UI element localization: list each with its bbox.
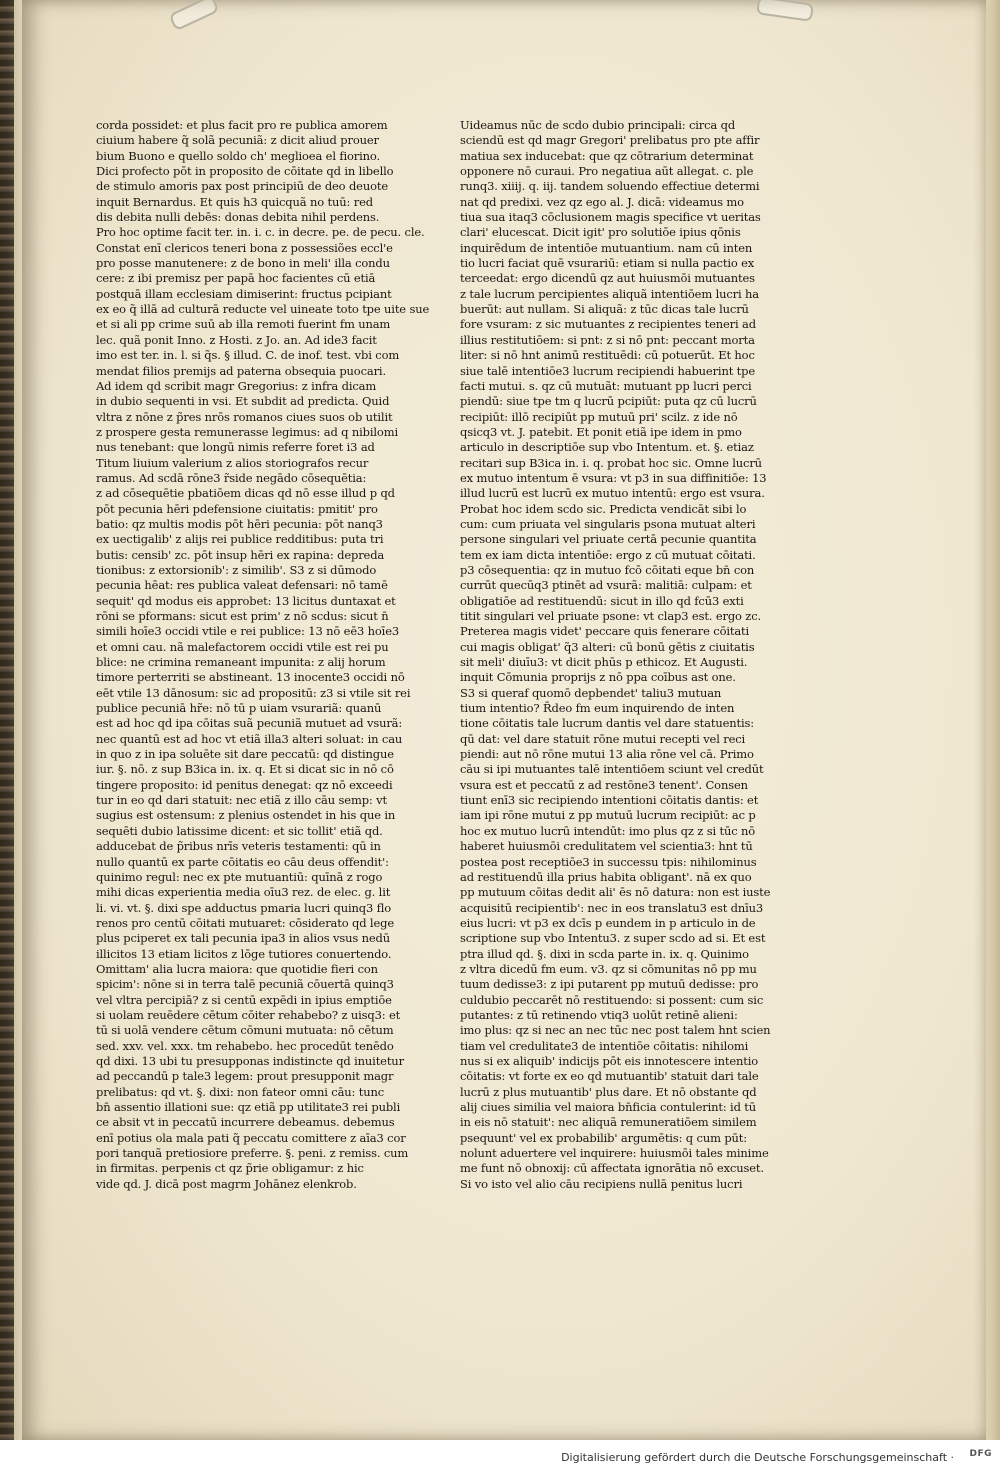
text-line: tiam vel credulitate3 de intentiōe cōitatis: nihilomi bbox=[460, 1038, 749, 1053]
text-line: tuum dedisse3: z ipi putarent pp mutuū dedisse: pro bbox=[460, 977, 759, 992]
text-line: z ad cōsequētie pbatiōem dicas qd nō esse illud p qd bbox=[96, 486, 395, 501]
text-line: siue talē intentiōe3 lucrum recipiendi habuerint tpe bbox=[460, 363, 756, 378]
text-line: ex uectigalib' z alijs rei publice redditibus: puta tri bbox=[96, 532, 384, 547]
text-line: in dubio sequenti in vsi. Et subdit ad predicta. Quid bbox=[96, 394, 390, 409]
text-line: Probat hoc idem scdo sic. Predicta vendicāt sibi lo bbox=[460, 501, 747, 516]
text-line: cum: cum priuata vel singularis psona mutuat alteri bbox=[460, 516, 756, 531]
text-line: ad restituendū illa prius habita obligant'. nā ex quo bbox=[460, 869, 752, 884]
text-line: iur. §. nō. z sup B3ica in. ix. q. Et si dicat sic in nō cō bbox=[96, 762, 394, 777]
text-line: quinimo regul: nec ex pte mutuantiū: quīnā z rogo bbox=[96, 869, 383, 884]
text-line: butis: censib' zc. pōt insup hēri ex rapina: depreda bbox=[96, 547, 385, 562]
text-line: tur in eo qd dari statuit: nec etiã z illo cāu semp: vt bbox=[96, 793, 387, 808]
text-line: hoc ex mutuo lucrū intendūt: imo plus qz z si tūc nō bbox=[460, 823, 756, 838]
text-line: Preterea magis videt' peccare quis fenerare cōitati bbox=[460, 624, 750, 639]
text-line: plus pciperet ex tali pecunia ipa3 in alios vsus nedū bbox=[96, 931, 390, 946]
text-line: acquisitū recipientib': nec in eos translatu3 est dnīu3 bbox=[460, 900, 764, 915]
text-line: alij ciues similia vel maiora bn̄ficia contulerint: id tū bbox=[460, 1100, 757, 1114]
footer-bar bbox=[0, 1440, 1000, 1471]
text-line: inquirēdum de intentiōe mutuantium. nam cū inten bbox=[460, 240, 753, 255]
text-line: nec quantū est ad hoc vt etiã illa3 alteri soluat: in cau bbox=[96, 731, 403, 746]
text-line: in quo z in ipa soluēte sit dare peccatū: qd distingue bbox=[96, 747, 394, 762]
text-line: illius restitutiōem: si pnt: z si nō pnt: peccant morta bbox=[460, 332, 755, 347]
text-line: spicim': nōne si in terra talē pecuniã cōuertā quinq3 bbox=[96, 977, 394, 992]
text-line: piendū: siue tpe tm q lucrū pcipiūt: puta qz cū lucrū bbox=[460, 394, 757, 409]
facing-page-edge bbox=[0, 0, 14, 1440]
text-line: sit meli' diuīu3: vt dicit phūs p ethicoz. Et Augusti. bbox=[460, 655, 748, 670]
text-line: Pro hoc optime facit ter. in. i. c. in decre. pe. de pecu. cle. bbox=[96, 225, 425, 240]
text-line: facti mutui. s. qz cū mutuãt: mutuant pp lucri perci bbox=[460, 378, 752, 393]
text-line: vltra z nōne z p̃res nrōs romanos ciues suos ob utilit bbox=[96, 409, 393, 424]
text-line: cōitatis: vt forte ex eo qd mutuantib' statuit dari tale bbox=[460, 1069, 759, 1084]
text-line: mihi dicas experientia media oīu3 rez. de elec. g. lit bbox=[96, 885, 391, 900]
text-line: Omittam' alia lucra maiora: que quotidie fieri con bbox=[96, 961, 378, 976]
text-line: imo plus: qz si nec an nec tūc nec post talem hnt scien bbox=[460, 1023, 771, 1038]
text-line: sed. xxv. vel. xxx. tm rehabebo. hec procedūt tenēdo bbox=[96, 1038, 394, 1053]
text-line: renos pro centū cōitati mutuaret: cōsiderato qd lege bbox=[96, 915, 394, 930]
text-line: si uolam reuēdere cētum cōiter rehabebo? z uisq3: et bbox=[96, 1007, 401, 1022]
text-line: eius lucri: vt p3 ex dcīs p eundem in p articulo in de bbox=[460, 915, 756, 930]
text-line: ptra illud qd. §. dixi in scda parte in. ix. q. Quinimo bbox=[460, 946, 749, 961]
text-line: z vltra dicedū fm eum. v3. qz si cōmunitas nō pp mu bbox=[460, 961, 757, 976]
text-line: corda possidet: et plus facit pro re publica amorem bbox=[96, 118, 388, 132]
text-line: timore perterriti se abstineant. 13 inocente3 occidi nō bbox=[96, 670, 405, 685]
text-line: qsicq3 vt. J. patebit. Et ponit etiã ipe idem in pmo bbox=[460, 424, 742, 439]
text-line: illicitos 13 etiam licitos z lōge tutiores conuertendo. bbox=[96, 946, 392, 961]
text-line: obligatiōe ad restituendū: sicut in illo qd fcū3 exti bbox=[460, 593, 744, 608]
text-line: Ad idem qd scribit magr Gregorius: z infra dicam bbox=[96, 378, 377, 393]
text-line: pecunia hēat: res publica valeat defensari: nō tamē bbox=[96, 578, 388, 593]
text-line: tio lucri faciat quē vsurariū: etiam si nulla pactio ex bbox=[460, 256, 755, 271]
text-line: tione cōitatis tale lucrum dantis vel dare statuentis: bbox=[460, 716, 754, 731]
paper-clip bbox=[168, 0, 219, 31]
text-line: psequunt' vel ex probabilib' argumētis: q cum pūt: bbox=[460, 1130, 747, 1145]
text-line: articulo in descriptiōe sup vbo Intentum. et. §. etiaz bbox=[460, 440, 754, 455]
text-line: li. vi. vt. §. dixi spe adductus pmaria lucri quinq3 flo bbox=[96, 900, 392, 915]
text-line: adducebat de p̃ribus nrīs veteris testamenti: qū in bbox=[96, 839, 381, 854]
text-line: recitari sup B3ica in. i. q. probat hoc sic. Omne lucrū bbox=[460, 455, 762, 470]
text-line: bium Buono e quello soldo ch' meglioea el fiorino. bbox=[96, 148, 380, 163]
text-line: simili hoīe3 occidi vtile e rei publice: 13 nō eē3 hoīe3 bbox=[96, 624, 400, 639]
text-line: S3 si queraf quomō depbendet' taliu3 mutuan bbox=[460, 685, 722, 700]
text-line: in eis nō statuit': nec aliquã remuneratiōem similem bbox=[460, 1115, 757, 1130]
text-line: iam ipi rōne mutui z pp mutuū lucrum recipiūt: ac p bbox=[460, 808, 756, 823]
text-line: prelibatus: qd vt. §. dixi: non fateor omni cāu: tunc bbox=[96, 1084, 385, 1099]
text-line: bn̄ assentio illationi sue: qz etiã pp utilitate3 rei publi bbox=[96, 1100, 401, 1114]
text-line: tiua sua itaq3 cōclusionem magis specifice vt ueritas bbox=[460, 210, 761, 225]
text-line: scriptione sup vbo Intentu3. z super scdo ad si. Et est bbox=[460, 931, 766, 946]
paper-clip bbox=[756, 0, 814, 22]
text-line: runq3. xiiij. q. iij. tandem soluendo effectiue determi bbox=[460, 179, 760, 194]
text-line: liter: si nō hnt animū restituēdi: cū potuerūt. Et hoc bbox=[460, 348, 755, 363]
text-line: currūt quecūq3 ptinēt ad vsurã: malitiā: culpam: et bbox=[460, 578, 752, 593]
text-line: tionibus: z extorsionib': z similib'. S3 z si dūmodo bbox=[96, 562, 377, 577]
text-line: vsura est et peccatū z ad restōne3 tenent'. Consen bbox=[460, 777, 748, 792]
funding-credit: Digitalisierung gefördert durch die Deutsche Forschungsgemeinschaft · bbox=[561, 1451, 954, 1464]
text-line: pōt pecunia hēri pdefensione ciuitatis: pmitit' pro bbox=[96, 501, 378, 516]
text-line: matiua sex inducebat: que qz cōtrarium determinat bbox=[460, 148, 754, 163]
text-line: lec. quã ponit Inno. z Hosti. z Jo. an. Ad ide3 facit bbox=[96, 332, 377, 347]
text-line: Constat enī clericos teneri bona z possessiões eccl'e bbox=[96, 240, 393, 255]
text-line: eēt vtile 13 dānosum: sic ad propositū: z3 si vtile sit rei bbox=[96, 685, 411, 700]
text-line: terceedat: ergo dicendū qz aut huiusmōi mutuantes bbox=[460, 271, 755, 286]
text-line: sequit' qd modus eis approbet: 13 licitus duntaxat et bbox=[96, 593, 396, 608]
text-line: ce absit vt in peccatū incurrere debeamus. debemus bbox=[96, 1115, 395, 1130]
text-line: nus tenebant: que longū nimis referre foret i3 ad bbox=[96, 440, 375, 455]
right-text-column bbox=[460, 118, 771, 1192]
text-line: Uideamus nūc de scdo dubio principali: circa qd bbox=[460, 118, 736, 132]
text-line: nat qd predixi. vez qz ego al. J. dicā: videamus mo bbox=[460, 194, 744, 209]
text-line: ex mutuo intentum ē vsura: vt p3 in sua diffinitiōe: 13 bbox=[460, 470, 767, 485]
text-line: postquā illam ecclesiam dimiserint: fructus pcipiant bbox=[96, 286, 392, 301]
text-line: sciendū est qd magr Gregori' prelibatus pro pte affir bbox=[460, 133, 760, 148]
text-line: tiunt enī3 sic recipiendo intentioni cōitatis dantis: et bbox=[460, 793, 759, 808]
text-line: Titum liuium valerium z alios storiografos recur bbox=[96, 455, 369, 470]
text-line: vide qd. J. dicā post magrm Johānez elenkrob. bbox=[96, 1176, 357, 1191]
text-line: tū si uolā vendere cētum cōmuni mutuata: nō cētum bbox=[96, 1023, 394, 1038]
text-line: batio: qz multis modis pōt hēri pecunia: pōt nanq3 bbox=[96, 516, 383, 531]
text-line: publice pecuniā hr̃e: nō tū p uiam vsurariã: quanū bbox=[96, 701, 382, 716]
text-line: imo est ter. in. l. si q̃s. § illud. C. de inof. test. vbi com bbox=[96, 348, 400, 363]
text-line: haberet huiusmōi credulitatem vel scientia3: hnt tū bbox=[460, 839, 753, 854]
text-line: recipiūt: illō recipiūt pp mutuū pri' scilz. z ide nō bbox=[460, 409, 738, 424]
text-line: z prospere gesta remunerasse legimus: ad q nibilomi bbox=[96, 424, 398, 439]
text-line: lucrū z plus mutuantib' plus dare. Et nō obstante qd bbox=[460, 1084, 757, 1099]
text-line: pro posse manutenere: z de bono in meli' illa condu bbox=[96, 256, 390, 271]
text-line: mendat filios premijs ad paterna obsequia puocari. bbox=[96, 363, 386, 378]
text-line: illud lucrū est lucrū ex mutuo intentū: ergo est vsura. bbox=[460, 486, 765, 501]
text-line: ramus. Ad scdā rōne3 r̃side negādo cōsequētia: bbox=[96, 470, 367, 485]
text-line: cere: z ibi premisz per papā hoc facientes cū etiā bbox=[96, 271, 376, 286]
text-line: p3 cōsequentia: qz in mutuo fcō cōitati eque bn̄ con bbox=[460, 562, 755, 577]
text-line: et omni cau. nã malefactorem occidi vtile est rei pu bbox=[96, 639, 389, 654]
text-line: culdubio peccarēt nō restituendo: si possent: cum sic bbox=[460, 992, 764, 1007]
text-line: clari' elucescat. Dicit igit' pro solutiōe ipius qōnis bbox=[460, 225, 741, 240]
text-line: qd dixi. 13 ubi tu presupponas indistincte qd inuitetur bbox=[96, 1053, 404, 1068]
text-line: nullo quantū ex parte cōitatis eo cāu deus offendit': bbox=[96, 854, 389, 869]
text-line: qū dat: vel dare statuit rōne mutui recepti vel reci bbox=[460, 731, 746, 746]
text-line: dis debita nulli debēs: donas debita nihil perdens. bbox=[96, 210, 380, 225]
text-line: cāu si ipi mutuantes talē intentiōem sciunt vel credūt bbox=[460, 762, 764, 777]
text-line: postea post receptiōe3 in successu tpis: nihilominus bbox=[460, 854, 757, 869]
text-line: me funt nō obnoxij: cū affectata ignorātia nō excuset. bbox=[460, 1161, 764, 1176]
left-text-column bbox=[96, 118, 430, 1192]
text-line: ciuium habere q̃ solã pecuniã: z dicit aliud prouer bbox=[96, 133, 379, 148]
text-line: titit singulari vel priuate psone: vt clap3 est. ergo zc. bbox=[460, 609, 762, 623]
text-line: pp mutuum cōitas dedit ali' ēs nō datura: non est iuste bbox=[460, 885, 771, 900]
text-line: rōni se pformans: sicut est prim' z nō scdus: sicut n̄ bbox=[96, 609, 389, 623]
text-line: buerūt: aut nullam. Si aliquã: z tūc dicas tale lucrū bbox=[460, 302, 749, 317]
text-line: tium intentio? R̄deo fm eum inquirendo de inten bbox=[460, 701, 735, 716]
text-line: Dici profecto pōt in proposito de cōitate qd in libello bbox=[96, 164, 394, 179]
text-line: ad peccandū p tale3 legem: prout presupponit magr bbox=[96, 1069, 394, 1084]
text-line: inquit Bernardus. Et quis h3 quicquã no tuū: red bbox=[96, 194, 373, 209]
text-line: de stimulo amoris pax post principiū de deo deuote bbox=[96, 179, 388, 194]
text-line: tem ex iam dicta intentiōe: ergo z cū mutuat cōitati. bbox=[460, 547, 756, 562]
text-line: nus si ex aliquib' indicijs pōt eis innotescere intentio bbox=[460, 1053, 759, 1068]
text-line: sugius est ostensum: z plenius ostendet in his que in bbox=[96, 808, 396, 823]
text-line: et si ali pp crime suū ab illa remoti fuerint fm unam bbox=[96, 317, 391, 332]
text-line: ex eo q̃ illā ad culturā reducte vel uineate toto tpe uite sue bbox=[96, 302, 430, 317]
text-line: blice: ne crimina remaneant impunita: z alij horum bbox=[96, 655, 386, 670]
dfg-logo: DFG bbox=[969, 1449, 992, 1459]
text-line: persone singulari vel priuate certā pecunie quantita bbox=[460, 532, 757, 547]
text-line: nolunt aduertere vel inquirere: huiusmōi tales minime bbox=[460, 1146, 769, 1161]
text-line: cui magis obligat' q̃3 alteri: cū bonū gētis z ciuitatis bbox=[460, 639, 755, 654]
text-line: tingere proposito: id penitus denegat: qz nō exceedi bbox=[96, 777, 393, 792]
text-line: est ad hoc qd ipa cōitas suã pecuniã mutuet ad vsurã: bbox=[96, 716, 403, 731]
text-line: sequēti dubio latissime dicent: et sic tollit' etiã qd. bbox=[96, 823, 383, 838]
text-line: in firmitas. perpenis ct qz p̃rie obligamur: z hic bbox=[96, 1161, 364, 1176]
text-line: Si vo isto vel alio cāu recipiens nullā penitus lucri bbox=[460, 1176, 743, 1191]
text-line: pori tanquã pretiosiore preferre. §. peni. z remiss. cum bbox=[96, 1146, 409, 1161]
text-line: z tale lucrum percipientes aliquã intentiōem lucri ha bbox=[460, 286, 760, 301]
text-line: piendi: aut nō rōne mutui 13 alia rōne vel cā. Primo bbox=[460, 747, 754, 762]
text-line: vel vltra percipiā? z si centū expēdi in ipius emptiōe bbox=[96, 992, 392, 1007]
text-line: putantes: z tū retinendo vtiq3 uolūt retinē alieni: bbox=[460, 1007, 738, 1022]
text-line: inquit Cōmunia proprijs z nō ppa coībus ast one. bbox=[460, 670, 736, 685]
text-line: opponere nō curaui. Pro negatiua aūt allegat. c. ple bbox=[460, 164, 754, 179]
text-line: fore vsuram: z sic mutuantes z recipientes teneri ad bbox=[460, 317, 756, 332]
text-line: enī potius ola mala pati q̃ peccatu comittere z aīa3 cor bbox=[96, 1130, 406, 1145]
